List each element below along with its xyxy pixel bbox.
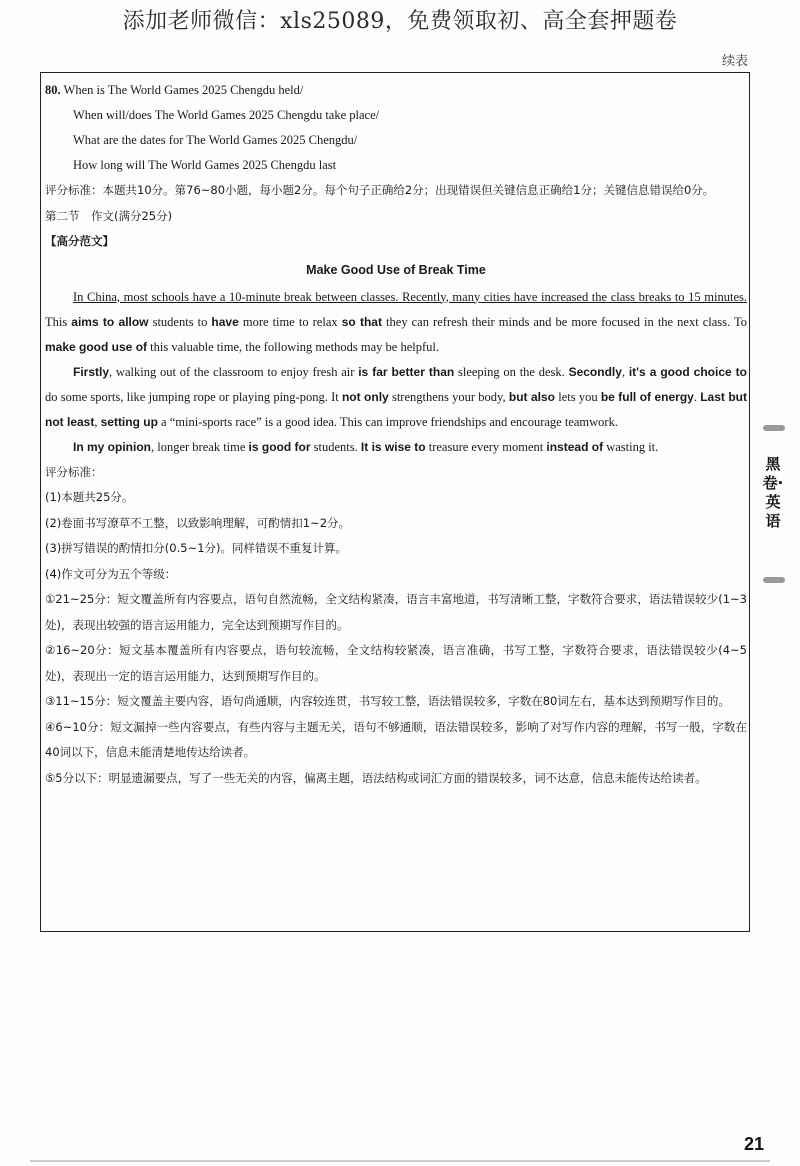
criteria-level: ⑤5分以下：明显遗漏要点，写了一些无关的内容，偏离主题，语法结构或词汇方面的错误较多，词不达意，信息未能传达给读者。 — [45, 770, 707, 785]
essay-underlined-intro: In China, most schools have a 10-minute break between classes. Recently, many cities have increased the class breaks to 15 minutes. — [73, 289, 747, 304]
sample-essay-label: 【高分范文】 — [45, 234, 114, 248]
answer-80-line-1 — [45, 78, 747, 103]
side-tab-divider — [763, 425, 785, 431]
section-title: 第二节 作文(满分25分) — [45, 208, 173, 223]
criteria-level: ③11~15分：短文覆盖主要内容，语句尚通顺，内容较连贯，书写较工整，语法错误较多，字数在80词左右，基本达到预期写作目的。 — [45, 694, 730, 708]
continued-label: 续表 — [721, 54, 748, 69]
question-number: 80. — [45, 83, 61, 97]
answer-80-line-3: What are the dates for The World Games 2025 Chengdu/ — [73, 133, 358, 147]
criteria-item: (4)作文可分为五个等级： — [45, 566, 177, 581]
page-bottom-rule — [30, 1160, 770, 1162]
answer-80-text: When is The World Games 2025 Chengdu held/ — [63, 83, 304, 97]
answer-80-line-4: How long will The World Games 2025 Chengdu last — [73, 158, 337, 172]
essay-title: Make Good Use of Break Time — [306, 262, 486, 277]
page-number: 21 — [743, 1134, 764, 1154]
essay-paragraph-1: In China, most schools have a 10-minute break between classes. Recently, many cities have increased the class breaks to 15 minutes. This aims to allow students to have more time to relax so that they can refresh their minds and be more focused in the next class. To make good use of this valuable time, the following methods may be helpful. — [45, 289, 748, 354]
essay-paragraph-2: Firstly, walking out of the classroom to enjoy fresh air is far better than sleeping on the desk. Secondly, it's a good choice to do some sports, like jumping rope or playing ping-pong. It not only strengthens your body, but also lets you be full of energy. Last but not least, setting up a “mini-sports race” is a good idea. This can improve friendships and encourage teamwork. — [45, 364, 747, 429]
criteria-level: ①21~25分：短文覆盖所有内容要点，语句自然流畅，全文结构紧凑，语言丰富地道，书写清晰工整，字数符合要求，语法错误较少(1~3处)，表现出较强的语言运用能力，完全达到预期写作目的。 — [45, 592, 747, 632]
criteria-heading: 评分标准： — [45, 464, 103, 479]
scoring-criteria-part1: 评分标准：本题共10分。第76~80小题，每小题2分。每个句子正确给2分；出现错误但关键信息正确给1分；关键信息错误给0分。 — [45, 183, 715, 197]
watermark-text: 添加老师微信：xls25089，免费领取初、高全套押题卷 — [122, 9, 678, 34]
criteria-item: (1)本题共25分。 — [45, 490, 134, 504]
side-tab-label: 黑卷·英语 — [762, 455, 784, 530]
criteria-level: ④6~10分：短文漏掉一些内容要点，有些内容与主题无关，语句不够通顺，语法错误较多，影响了对写作内容的理解，书写一般，字数在40词以下，信息未能清楚地传达给读者。 — [45, 719, 747, 759]
answer-content — [45, 78, 747, 791]
criteria-item: (3)拼写错误的酌情扣分(0.5~1分)。同样错误不重复计算。 — [45, 541, 348, 555]
criteria-level: ②16~20分：短文基本覆盖所有内容要点，语句较流畅，全文结构较紧凑，语言准确，书写工整，字数符合要求，语法错误较少(4~5处)，表现出一定的语言运用能力，达到预期写作目的。 — [45, 643, 747, 683]
side-tab-divider — [763, 577, 785, 583]
essay-paragraph-3: In my opinion, longer break time is good for students. It is wise to treasure every moment instead of wasting it. — [73, 439, 659, 454]
answer-80-line-2: When will/does The World Games 2025 Chengdu take place/ — [73, 108, 380, 122]
side-tab — [757, 425, 787, 595]
criteria-item: (2)卷面书写潦草不工整，以致影响理解，可酌情扣1~2分。 — [45, 515, 351, 530]
